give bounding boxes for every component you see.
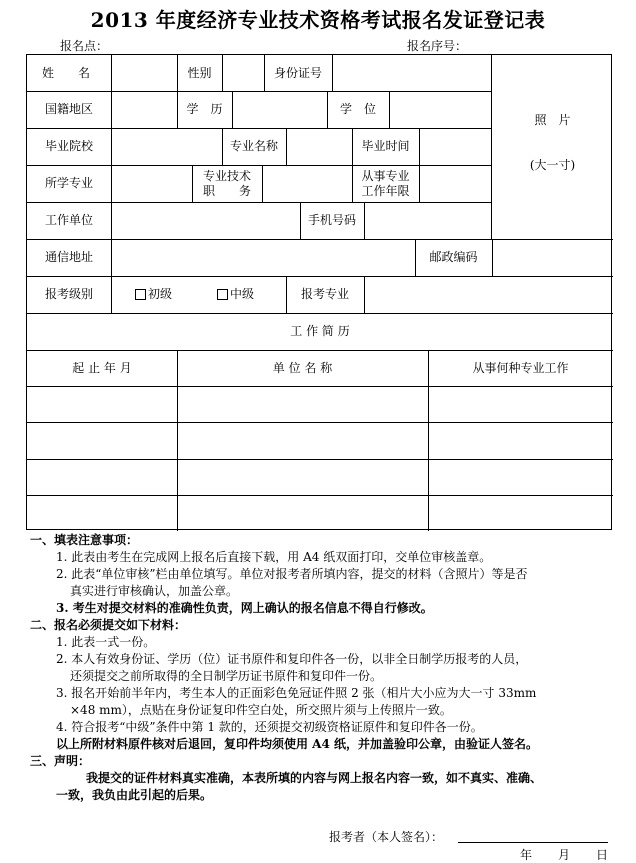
notes-heading-3: 三、声明： xyxy=(30,754,91,768)
instructions xyxy=(30,532,620,804)
postcode-field[interactable] xyxy=(493,239,613,276)
material-item: 3. 报名开始前半年内，考生本人的正面彩色免冠证件照 2 张（相片大小应为大一寸 33mm xyxy=(56,686,537,700)
grad-time-label: 毕业时间 xyxy=(361,139,410,153)
employer-label: 工作单位 xyxy=(44,213,93,227)
id-number-label: 身份证号 xyxy=(273,65,322,80)
notes-heading-1: 一、填表注意事项： xyxy=(30,533,139,547)
unit-header: 单 位 名 称 xyxy=(272,360,333,375)
studied-major-label: 所学专业 xyxy=(44,176,93,190)
grad-time-field[interactable] xyxy=(420,128,491,165)
year-label: 年 xyxy=(520,848,533,862)
work-years-line1: 从事专业 xyxy=(361,168,410,183)
work-years-label xyxy=(352,165,419,202)
resume-row[interactable] xyxy=(27,495,613,530)
studied-major-field[interactable] xyxy=(112,165,192,202)
note-item: 3. 考生对提交材料的准确性负责，网上确认的报名信息不得自行修改。 xyxy=(56,601,433,615)
note-item-cont: 真实进行审核确认，加盖公章。 xyxy=(70,584,239,598)
id-number-field[interactable] xyxy=(333,55,491,91)
work-years-line2: 工作年限 xyxy=(361,183,410,198)
name-label: 姓 名 xyxy=(41,65,96,80)
photo-label: 照 片 xyxy=(534,112,571,127)
resume-row[interactable] xyxy=(27,386,613,422)
level-primary-option[interactable] xyxy=(135,276,215,313)
gender-field[interactable] xyxy=(223,55,264,91)
school-field[interactable] xyxy=(112,128,222,165)
work-years-field[interactable] xyxy=(420,165,491,202)
school-label: 毕业院校 xyxy=(44,139,93,153)
education-field[interactable] xyxy=(233,91,327,128)
exam-major-label: 报考专业 xyxy=(300,287,349,301)
exam-site-label: 报名点： xyxy=(60,39,109,53)
major-label: 专业名称 xyxy=(229,139,278,153)
note-item: 1. 此表由考生在完成网上报名后直接下载，用 A4 纸双面打印，交单位审核盖章。 xyxy=(56,550,492,564)
middle-label: 中级 xyxy=(230,287,255,301)
material-item: 2. 本人有效身份证、学历（位）证书原件和复印件各一份，以非全日制学历报考的人员， xyxy=(56,652,528,666)
mobile-field[interactable] xyxy=(365,202,613,239)
exam-major-field[interactable] xyxy=(365,276,613,313)
tech-title-line1: 专业技术 xyxy=(202,168,251,183)
photo-size-label: (大一寸) xyxy=(529,157,576,172)
date-row xyxy=(520,846,634,863)
material-item-cont: ×48 mm），点贴在身份证复印件空白处，所交照片须与上传照片一致。 xyxy=(70,703,452,717)
resume-row[interactable] xyxy=(27,422,613,459)
postcode-label: 邮政编码 xyxy=(429,250,478,264)
tech-title-line2: 职 务 xyxy=(202,183,251,198)
education-label: 学 历 xyxy=(186,102,223,116)
address-field[interactable] xyxy=(112,239,415,276)
nationality-label: 国籍地区 xyxy=(44,102,93,116)
signature-line[interactable] xyxy=(458,842,608,843)
degree-label: 学 位 xyxy=(339,102,376,116)
resume-row[interactable] xyxy=(27,459,613,495)
middle-checkbox[interactable] xyxy=(217,289,228,300)
name-field[interactable] xyxy=(112,55,177,91)
serial-number-label: 报名序号： xyxy=(407,39,468,53)
declaration-line1: 我提交的证件材料真实准确，本表所填的内容与网上报名内容一致，如不真实、准确、 xyxy=(86,771,543,785)
material-item-cont: 还须提交之前所取得的全日制学历证书原件和复印件一份。 xyxy=(70,669,383,683)
material-item: 1. 此表一式一份。 xyxy=(56,635,156,649)
tech-title-label xyxy=(192,165,262,202)
notes-heading-2: 二、报名必须提交如下材料： xyxy=(30,618,187,632)
primary-label: 初级 xyxy=(148,287,173,301)
nationality-field[interactable] xyxy=(112,91,177,128)
registration-form xyxy=(26,54,612,530)
tech-title-field[interactable] xyxy=(263,165,352,202)
level-label: 报考级别 xyxy=(44,287,93,301)
form-title: 2013 年度经济专业技术资格考试报名发证登记表 xyxy=(90,8,546,32)
degree-field[interactable] xyxy=(390,91,491,128)
declaration-line2: 一致，我负由此引起的后果。 xyxy=(56,788,213,802)
signature-label: 报考者（本人签名）： xyxy=(329,830,444,844)
major-field[interactable] xyxy=(287,128,352,165)
address-label: 通信地址 xyxy=(44,250,93,264)
mobile-label: 手机号码 xyxy=(307,213,356,227)
period-header: 起 止 年 月 xyxy=(72,360,132,375)
resume-heading: 工 作 简 历 xyxy=(290,324,350,338)
employer-field[interactable] xyxy=(112,202,300,239)
day-label: 日 xyxy=(596,848,609,862)
month-label: 月 xyxy=(558,848,571,862)
gender-label: 性别 xyxy=(187,65,212,80)
materials-summary: 以上所附材料原件核对后退回，复印件均须使用 A4 纸，并加盖验印公章，由验证人签名。 xyxy=(56,737,539,751)
job-header: 从事何种专业工作 xyxy=(472,360,569,375)
material-item: 4. 符合报考“中级”条件中第 1 款的，还须提交初级资格证原件和复印件各一份。 xyxy=(56,720,483,734)
note-item: 2. 此表“单位审核”栏由单位填写。单位对报考者所填内容，提交的材料（含照片）等是否 xyxy=(56,567,528,581)
level-middle-option[interactable] xyxy=(217,276,286,313)
primary-checkbox[interactable] xyxy=(135,289,146,300)
